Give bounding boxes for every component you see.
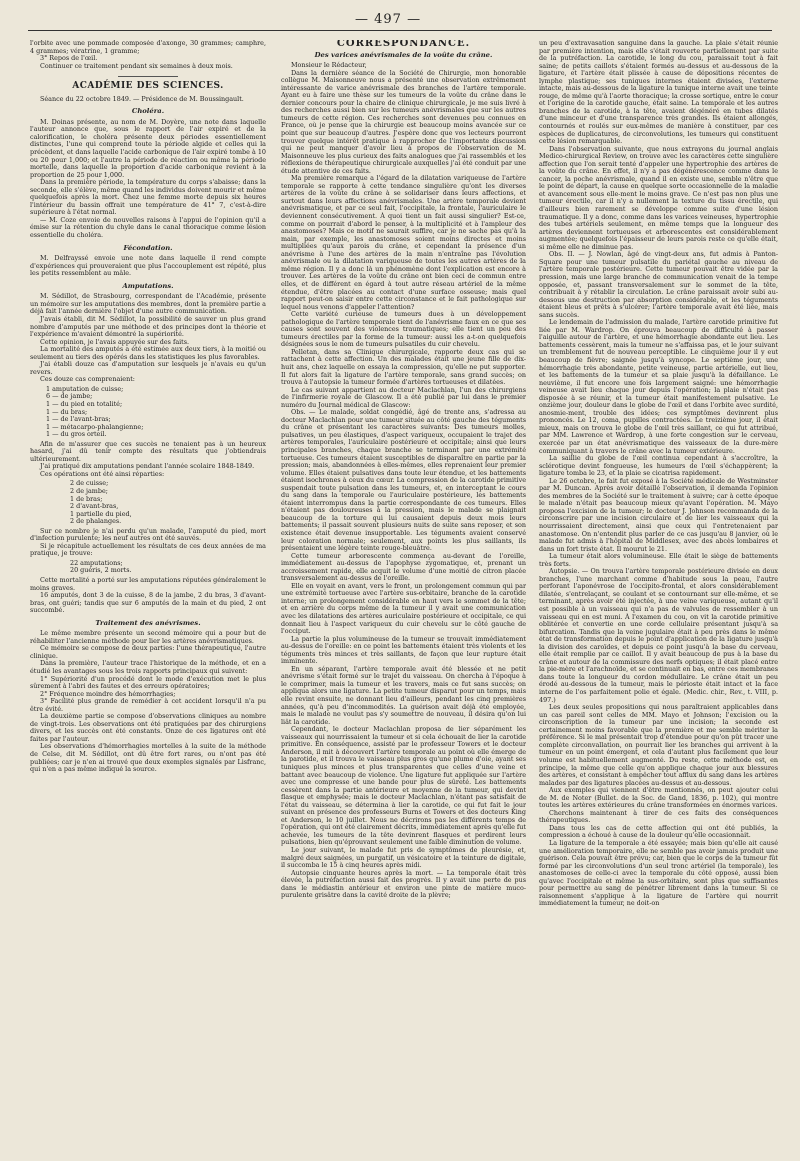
paragraph: Le lendemain de l'admission du malade, l'artère carotide primitive fut liée par M. Wardrop. On éprouva beaucoup de difficulté à passer l'aiguille autour de l'artère, et une hémorrhagie abondante eut lieu. Les battements cessèrent, mais la tumeur ne s'affaissa pas, et le jour suivant un tremblement fut de nouveau perceptible. Le cinquième jour il y eut beaucoup de fièvre; saignée jusqu'à syncope. Le septième jour, une hémorrhagie très abondante, petite veineuse, partie artérielle, eut lieu, et les battements de la tumeur et sa plaie jusqu'à la défaillance. Le neuvième, il fut encore une fois largement saigné: une hémorrhagie veineuse avait lieu chaque jour depuis l'opération; la plaie n'était pas disposée à se réunir, et la tumeur était manifestement pulsative. Le onzième jour, douleur dans le globe de l'œil et dans l'orbite avec surdité, anosmie-ment, trouble des idées; ces symptômes devinrent plus prononcés. Le 12, coma, pupilles contractées. Le treizième jour, il était mieux, mais on trouva le globe de l'œil très saillant, ce qui fut attribué, par MM. Lawrence et Wardrop, à une forte congestion sur le cerveau, exercée par un état anévrismatique des vaisseaux de la dure-mère communiquant à travers le crâne avec la tumeur extérieure. bbox=[539, 318, 778, 455]
list-item: 1 partielle du pied, bbox=[70, 509, 132, 518]
list-item: 6 — de jambe; bbox=[46, 392, 93, 401]
page-number: — 497 — bbox=[355, 12, 422, 27]
paragraph: 2° Fréquence moindre des hémorrhagies; bbox=[40, 689, 176, 698]
paragraph: Obs. II. — J. Nowlan, âgé de vingt-deux ans, fut admis à Panton-Square pour une tumeur pulsatile du pariétal gauche au niveau de l'artère temporale postérieure. Cette tumeur pouvait être vidée par la pression, mais une large branche de communication venait de la tempe opposée, et, passant transversalement sur le sommet de la tête, contribuait à y rétablir la circulation. Le crâne paraissait avoir subi au-dessous une destruction par absorption considérable, et les téguments étaient bleus et prêts à s'ulcérer; l'artère temporale avait été liée, mais sans succès. bbox=[539, 250, 778, 319]
list-item: 2 de cuisse; bbox=[70, 479, 109, 488]
paragraph: Dans la première, l'auteur trace l'historique de la méthode, et en a étudié les avantages sous les trois rapports principaux qui suivent: bbox=[30, 659, 266, 676]
paragraph: — M. Coze envoie de nouvelles raisons à l'appui de l'opinion qu'il a émise sur la rétention du chyle dans le canal thoracique comme lésion essentielle du choléra. bbox=[30, 215, 266, 240]
paragraph: Sur ce nombre je n'ai perdu qu'un malade, l'amputé du pied, mort d'infection purulente; les neuf autres ont été sauvés. bbox=[30, 526, 266, 543]
paragraph: Dans la dernière séance de la Société de Chirurgie, mon honorable collègue M. Maisonneuve nous a présenté une observation extrêmement intéressante de varice anévrismale des branches de l'artère temporale. Ayant eu à faire une thèse sur les tumeurs de la voûte du crâne dans le dernier concours pour la chaire de clinique chirurgicale, je me suis livré à des recherches aussi bien sur les tumeurs anévrismales que sur les autres tumeurs de cette région. Ces recherches sont devenues peu connues en France, où je pense que la chirurgie est beaucoup moins avancée sur ce point que sur beaucoup d'autres. J'espère donc que vos lecteurs pourront trouver quelque intérêt pratique à rapprocher de l'importante discussion qui ne peut manquer d'avoir lieu à propos de l'observation de M. Maisonneuve les plus curieux des faits analogues que j'ai rassemblés et les réflexions de thérapeutique chirurgicale auxquelles j'ai été conduit par une étude attentive de ces faits. bbox=[281, 68, 526, 175]
paragraph: Cette opinion, je l'avais appuyée sur des faits. bbox=[40, 337, 190, 346]
subsection-title-amputations: Amputations. bbox=[122, 281, 174, 290]
list-item: 2 d'avant-bras, bbox=[70, 502, 119, 511]
paragraph: M. Doinas présente, au nom de M. Doyère, une note dans laquelle l'auteur annonce que, sous le rapport de l'air expiré et de la calorification, le choléra présente deux périodes essentiellement distinctes, l'une qui comprend toute la période algide et celles qui la précèdent, et dans laquelle l'acide carbonique de l'air expiré tombe à 10 ou 20 pour 1,000; et l'autre la période de réaction ou même la période mortelle, dans laquelle la proportion d'acide carbonique revient à la proportion de 25 pour 1,000. bbox=[30, 117, 266, 179]
list-item: 20 guéris, 2 morts. bbox=[70, 566, 132, 575]
paragraph: La deuxième partie se compose d'observations cliniques au nombre de vingt-trois. Les observations ont été pratiquées par des chirurgiens divers, et les succès ont été constants. Onze de ces ligatures ont été faites par l'auteur. bbox=[30, 712, 266, 743]
paragraph: La partie la plus volumineuse de la tumeur se trouvait immédiatement au-dessus de l'oreille: en ce point les battements étaient très violents et les téguments très minces et très saillants, de façon que leur rupture était imminente. bbox=[281, 634, 526, 666]
paragraph: Si je récapitule actuellement les résultats de ces deux années de ma pratique, je trouve: bbox=[30, 541, 266, 558]
paragraph: En un séparant, l'artère temporale avait été blessée et ne petit anévrisme s'était formé sur le trajet du vaisseau. On chercha à l'époque à le comprimer, mais la tumeur et les travers, mais ce fut sans succès; on appliqua alors une ligature. La petite tumeur disparut pour un temps, mais elle revint ensuite, ne donnant lieu d'ailleurs, pendant les cinq premières années, qu'à peu d'incommodités. La guérison avait déjà été employée, mais le malade ne voulut pas s'y soumettre de nouveau, il désira qu'on lui liât la carotide. bbox=[281, 664, 526, 726]
list-item: 22 amputations; bbox=[70, 558, 123, 567]
salutation: Monsieur le Rédacteur, bbox=[291, 61, 367, 70]
list-item: 1 — du pied en totalité; bbox=[46, 399, 123, 408]
paragraph: un peu d'extravasation sanguine dans la gauche. La plaie s'était réunie par première intention, mais elle s'était rouverte partiellement par suite de la putréfaction. La carotide, le long du cou, paraissait tout à fait saine; de petits caillots s'étaient formés au-dessus et au-dessous de la ligature, et l'artère était plissée à cause de dépositions récentes de lymphe plastique; ses tuniques internes étaient divisées, l'externe intacte, mais au-dessous de la ligature la tunique interne avait une teinte rouge, de même qu'à l'aorte thoracique; la crosse sortique, entre le cœur et l'origine de la carotide gauche, était saine. La temporale et les autres branches de la carotide, à la tête, avaient dégénéré en tubes dilatés d'une minceur et d'une transparence très grandes. Ils étaient allongés, contournés et roulés sur eux-mêmes de manière à constituer, par ces espèces de duplicatures, de circonvolutions, les tumeurs qui constituent cette lésion remarquable. bbox=[539, 40, 778, 146]
paragraph: Le cas suivant appartient au docteur Maclachlan, l'un des chirurgiens de l'infirmerie royale de Glascow. Il a été publié par lui dans le premier numéro du Journal médical de Glascow: bbox=[281, 385, 526, 409]
paragraph: 3° Repos de l'œil. bbox=[40, 54, 98, 63]
list-item: 1 — du bras; bbox=[46, 407, 88, 416]
paragraph: Cette variété curieuse de tumeurs dues à un développement pathologique de l'artère temporale tient de l'anévrisme faux en ce que ses causes sont souvent des violences traumatiques; elle tient un peu des tumeurs érectiles par la forme de la tumeur: aussi les a-t-on quelquefois désignées sous le nom de tumeurs pulsatiles du cuir chevelu. bbox=[281, 310, 526, 349]
amputation-list-3 bbox=[70, 560, 266, 575]
paragraph: Dans tous les cas de cette affection qui ont été publiés, la compression a échoué à cause de la douleur qu'elle occasionnait. bbox=[539, 823, 778, 840]
paragraph: Ma première remarque a l'égard de la dilatation variqueuse de l'artère temporale se rapporte à cette tendance singulière qu'ont les diverses artères de la voûte du crâne à se solidariser dans leurs affections, et surtout dans leurs affections anévrismales. Une artère temporale devient anévrismatique, et par ce seul fait, l'occipitale, la frontale, l'auriculaire le deviennent consécutivement. À quoi tient un fait aussi singulier? Est-ce, comme on pourrait d'abord le penser, à la multiplicité et à l'ampleur des anastomoses? Mais ce motif ne saurait suffire, car je ne sache pas qu'à la main, par exemple, les anastomoses soient moins directes et moins multipliées qu'aux parois du crâne, et cependant la présence d'un anévrisme à l'une des artères de la main n'entraîne pas l'évolution anévrismale ou la dilatation variqueuse de toutes les autres artères de la même région. Il y a donc là un phénomène dont l'explication est encore à trouver. Les artères de la voûte du crâne ont bien ceci de commun entre elles, et de différent en égard à tout autre réseau artériel de la même étendue, d'être placées au contact d'une surface osseuse; mais quel rapport peut-on saisir entre cette circonstance et le fait pathologique sur lequel nous venons d'appeler l'attention? bbox=[281, 174, 526, 311]
paragraph: J'ai établi douze cas d'amputation sur lesquels je n'avais eu qu'un revers. bbox=[30, 360, 266, 376]
column-middle bbox=[281, 40, 526, 1160]
list-item: 1 amputation de cuisse; bbox=[46, 384, 124, 393]
page-header bbox=[0, 12, 800, 32]
article-subtitle: Des varices anévrismales de la voûte du crâne. bbox=[314, 50, 493, 59]
paragraph: Elle en voyait en avant, vers le front, un prolongement commun qui par une extrémité tortueuse avec l'artère sus-orbitaire, branche de la carotide interne; un prolongement considérable en haut vers le sommet de la tête; et en arrière du corps même de la tumeur il y avait une communication avec les dilatations des artères auriculaire postérieure et occipitale, ce qui donnait lieu à l'aspect variqueux du cuir chevelu sur le côté gauche de l'occiput. bbox=[281, 581, 526, 636]
paragraph: La tumeur était alors volumineuse. Elle était le siège de battements très forts. bbox=[539, 552, 778, 568]
list-item: 1 — métacarpo-phalangienne; bbox=[46, 422, 144, 431]
paragraph: Dans l'observation suivante, que nous extrayons du journal anglais Medico-chirurgical Review, on trouve avec les caractères cette singulière affection que l'on serait tenté d'appeler une hypertrophie des artères de la voûte du crâne. En effet, il n'y a pas dégénérescence comme dans le cancer, la poche anévrismale, quand il en existe une, semble n'être que le point de départ, la cause en quelque sorte occasionnelle de la maladie et avancement sous elle-ment le moins grave. Ce n'est pas non plus une tumeur érectile, car il n'y a nullement la texture du tissu érectile, qui d'ailleurs bien rarement se développe comme suite d'une lésion traumatique. Il y a donc, comme dans les varices veineuses, hypertrophie des tubes artériels seulement, en même temps que la longueur des artères deviennent tortueuses et arborescentes est considérablement augmentée; quelquefois l'épaisseur de leurs parois reste ce qu'elle était, si même elle ne diminue pas. bbox=[539, 144, 778, 251]
paragraph: Le 26 octobre, le fait fut exposé à la Société médicale de Westminster par M. Duncan. Après avoir détaillé l'observation, il demanda l'opinion des membres de la Société sur le traitement à suivre; car à cette époque le malade n'était pas beaucoup mieux qu'avant l'opération. M. Mayo proposa l'excision de la tumeur; le docteur J. Johnson recommanda de la circonscrire par une incision circulaire et de lier les vaisseaux qui la nourrissaient directement, ainsi que ceux qui l'entretenaient par anastomose. On n'entendit plus parler de ce cas jusqu'au 8 janvier, où le malade fut admis à l'hôpital de Middlesex, avec des abcès lombaires et dans un fort triste état. Il mourut le 21. bbox=[539, 476, 778, 553]
paragraph: M. Delfrayssé envoie une note dans laquelle il rend compte d'expériences qui prouveraient que plus l'accouplement est répété, plus les petits ressemblent au mâle. bbox=[30, 254, 266, 278]
amputation-list-2 bbox=[70, 480, 266, 525]
paragraph: Cherchons maintenant à tirer de ces faits des conséquences thérapeutiques. bbox=[539, 808, 778, 825]
paragraph: 3° Facilité plus grande de remédier à cet accident lorsqu'il n'a pu être évité. bbox=[30, 697, 266, 713]
paragraph: Aux exemples qui viennent d'être mentionnés, on peut ajouter celui de M. de Noter (Bullet. de la Soc. de Gand, 1836, p. 102), qui montre toutes les artères extérieures du crâne transformées en énormes varices. bbox=[539, 786, 778, 810]
amputation-list-1 bbox=[46, 386, 266, 439]
seance-line: Séance du 22 octobre 1849. — Présidence de M. Boussingault. bbox=[40, 94, 244, 103]
paragraph: La saillie du globe de l'œil continua cependant à s'accroître, la sclérotique devint fongueuse, les humeurs de l'œil s'échappèrent; la ligature tomba le 23, et la plaie se cicatrisa rapidement. bbox=[539, 454, 778, 478]
list-item: 2 de phalanges. bbox=[70, 517, 122, 526]
paragraph: Pelletan, dans sa Clinique chirurgicale, rapporte deux cas qui se rattachent à cette affection. Un des malades était une jeune fille de dix-huit ans, chez laquelle on essaya la compression, qu'elle ne put supporter. Il fut alors fait la ligature de l'artère temporale, sans grand succès; on trouva à l'autopsie la tumeur formée d'artères tortueuses et dilatées. bbox=[281, 347, 526, 387]
paragraph: J'avais établi, dit M. Sédillot, la possibilité de sauver un plus grand nombre d'amputés par une méthode et des principes dont la théorie et l'expérience m'avaient démontré la supériorité. bbox=[30, 314, 266, 339]
paragraph: Autopsie. — On trouva l'artère temporale postérieure divisée en deux branches, l'une marchant comme d'habitude sous la peau, l'autre perforant l'aponévrose de l'occipito-frontal, et alors considérablement dilatée, s'entrelaçant, se coulant et se contournant sur elle-même, et se terminant, après avoir été injectée, à une veine variqueuse, autant qu'il est possible à un vaisseau qui n'a pas de valvules de ressembler à un vaisseau qui en est muni. À l'examen du cou, on vit la carotide primitive oblitérée et convertie en une corde cellulaire présentant jusqu'à sa bifurcation. Tandis que la veine jugulaire était à peu près dans le même état de transformation depuis le point d'application de la ligature jusqu'à la division des caroïdes, et depuis ce point jusqu'à la base du cerveau, elle était remplie par ce caillot. Il y avait beaucoup de pus à la base du crâne et autour de la commissure des nerfs optiques; il était placé entre la pie-mère et l'arachnoïde, et se continuait en bas, entre ces membranes dans toute la longueur du cordon médullaire. Le crâne était un peu érodé au-dessous de la tumeur, mais le périoste était intact et la face interne de l'os parfaitement polie et égale. (Medic. chir., Rev., t. VIII, p. 497.) bbox=[539, 567, 778, 704]
paragraph: Les observations d'hémorrhagies mortelles à la suite de la méthode de Celse, dit M. Sédillot, ont dû être fort rares, ou n'ont pas été publiées; car je n'en ai trouvé que deux exemples signalés par Lisfranc, qui n'en a pas même indiqué la source. bbox=[30, 742, 266, 774]
paragraph: Le jour suivant, le malade fut pris de symptômes de pleurésie, et, malgré deux saignées, un purgatif, un vésicatoire et la teinture de digitale, il succomba le 15 à cinq heures après midi. bbox=[281, 845, 526, 870]
column-left bbox=[30, 40, 266, 1160]
subsection-title-cholera: Choléra. bbox=[131, 107, 165, 116]
header-rule bbox=[28, 30, 772, 31]
paragraph: Obs. — Le malade, soldat congédié, âgé de trente ans, s'adressa au docteur Maclachlan pour une tumeur située au côté gauche des téguments du crâne et présentant les caractères suivants: Des tumeurs molles, pulsatives, un peu élastiques, d'aspect variqueux, occupaient le trajet des artères temporales, l'auriculaire postérieure et occipitale; ainsi que leurs principales branches, chaque branche se terminant par une extrémité tortueuse. Ces tumeurs étaient susceptibles de disparaître en partie par la pression; mais, abandonnées à elles-mêmes, elles reprenaient leur premier volume. Elles étaient pulsatives dans toute leur étendue, et les battements étaient isochrones à ceux du cœur. La compression de la carotide primitive suspendait toute pulsation dans les tumeurs, et, en interceptant le cours du sang dans la temporale ou l'auriculaire postérieure, les battements étaient interrompus dans la partie correspondante de ces tumeurs. Elles n'étaient pas douloureuses à la pression, mais le malade se plaignait beaucoup de la torture qui lui causaient depuis deux mois leurs battements; il passait souvent plusieurs nuits de suite sans reposer, et son existence était devenue insupportable. Les téguments avaient conservé leur coloration normale; seulement, aux points les plus saillants, ils présentaient une légère teinte rouge-bleuâtre. bbox=[281, 408, 526, 553]
paragraph: Dans la première période, la température du corps s'abaisse; dans la seconde, elle s'élève, même quand les individus doivent mourir et même quelquefois après la mort. Chez une femme morte depuis six heures l'intérieur du bassin offrait une température de 41° 7, c'est-à-dire supérieure à l'état normal. bbox=[30, 178, 266, 217]
paragraph: M. Sédillot, de Strasbourg, correspondant de l'Académie, présente un mémoire sur les amputations des membres, dont la première partie a déjà fait l'année dernière l'objet d'une autre communication. bbox=[30, 292, 266, 316]
paragraph: Les deux seules propositions qui nous paraîtraient applicables dans un cas pareil sont celles de MM. Mayo et Johnson; l'excision ou la circonscription de la tumeur par une incision; la seconde est certainement moins favorable que la première et me semble mériter la préférence. Si le mal présentait trop d'étendue pour qu'on pût tracer une complète circonvallation, on pourrait lier les branches qui arrivent à la tumeur en un point émergent, et cela d'autant plus facilement que leur volume est habituellement augmenté. Du reste, cette méthode est, en principe, la même que celle qu'on applique chaque jour aux blessures des artères, et consistant à empêcher tout afflux du sang dans les artères malades par des ligatures placées au-dessus et au-dessous. bbox=[539, 703, 778, 787]
paragraph: Cependant, le docteur Maclachlan proposa de lier séparément les vaisseaux qui nourrissaient la tumeur et si cela échouait de lier la carotide primitive. En conséquence, assisté par le professeur Towers et le docteur Anderson, il mit à découvert l'artère temporale au point où elle émerge de la parotide, et il trouva le vaisseau plus gros qu'une plume d'oie, ayant ses tuniques plus minces et plus transparentes que celles d'une veine et battant avec beaucoup de violence. Une ligature fut appliquée sur l'artère avec une compresse et une bande pour plus de sûreté. Les battements cessèrent dans la partie antérieure et moyenne de la tumeur, qui devint flasque et emphysée; mais le docteur Maclachlan, n'étant pas satisfait de l'état du vaisseau, se détermina à lier la carotide, ce qui fut fait le jour suivant en présence des professeurs Burns et Towers et des docteurs King et Anderson, le 10 juillet. Nous ne décrirons pas les différents temps de l'opération, qui ont été clairement décrits, immédiatement après qu'elle fut achevée, les tumeurs de la tête devinrent flasques et perdirent leurs pulsations, bien qu'éprouvant seulement une faible diminution de volume. bbox=[281, 725, 526, 847]
paragraph: Ces douze cas comprenaient: bbox=[40, 375, 135, 384]
paragraph: J'ai pratiqué dix amputations pendant l'année scolaire 1848-1849. bbox=[40, 462, 255, 471]
list-item: 1 — de l'avant-bras; bbox=[46, 415, 111, 424]
paragraph: Ce mémoire se compose de deux parties: l'une thérapeutique, l'autre clinique. bbox=[30, 644, 266, 660]
paragraph: La mortalité des amputés a été estimée aux deux tiers, à la moitié ou seulement au tiers des opérés dans les statistiques les plus favorables. bbox=[30, 345, 266, 361]
paragraph: Cette tumeur arborescente commença au-devant de l'oreille, immédiatement au-dessus de l'apophyse zygomatique, et, prenant un accroissement rapide, elle acquit le volume d'une moitié de citron placée transversalement au-dessus de l'oreille. bbox=[281, 551, 526, 583]
paragraph: 16 amputés, dont 3 de la cuisse, 8 de la jambe, 2 du bras, 3 d'avant-bras, ont guéri; tandis que sur 6 amputés de la main et du pied, 2 ont succombé. bbox=[30, 591, 266, 615]
paragraph: 1° Supériorité d'un procédé dont le mode d'exécution met le plus sûrement à l'abri des fautes et des erreurs opératoires; bbox=[30, 674, 266, 691]
column-right bbox=[539, 40, 778, 1160]
paragraph: Continuer ce traitement pendant six semaines à deux mois. bbox=[40, 61, 233, 70]
list-item: 1 — du gros orteil. bbox=[46, 430, 107, 439]
paragraph: Le même membre présente un second mémoire qui a pour but de réhabiliter l'ancienne méthode pour lier les artères anévrismatiques. bbox=[30, 629, 266, 645]
paragraph: La ligature de la temporale a été essayée; mais bien qu'elle ait causé une amélioration temporaire, elle ne semble pas avoir jamais produit une guérison. Cela pouvait être prévu; car, bien que le corps de la tumeur fût formé par les circonvolutions d'un seul tronc artériel (la temporale), les anastomoses de celle-ci avec la temporale du côté opposé, aussi bien qu'avec l'occipitale et même la sus-orbitaire, sont plus que suffisantes pour permettre au sang de pénétrer librement dans la tumeur. Si ce raisonnement s'applique à la ligature de l'artère qui nourrit immédiatement la tumeur, ne doit-on bbox=[539, 838, 778, 908]
list-item: 2 de jambe; bbox=[70, 486, 108, 495]
paragraph: l'orbite avec une pommade composée d'axonge, 30 grammes; camphre, 4 grammes; vératrine, 1 gramme; bbox=[30, 40, 266, 55]
subsection-title-anevrismes: Traitement des anévrismes. bbox=[95, 618, 201, 627]
section-title-academy: ACADÉMIE DES SCIENCES. bbox=[72, 81, 224, 92]
divider bbox=[118, 76, 178, 77]
paragraph: Afin de m'assurer que ces succès ne tenaient pas à un heureux hasard, j'ai dû tenir compte des résultats que j'obtiendrais ultérieurement. bbox=[30, 439, 266, 463]
subsection-title-fecondation: Fécondation. bbox=[123, 243, 173, 252]
paragraph: Cette mortalité a porté sur les amputations réputées généralement le moins graves. bbox=[30, 576, 266, 592]
paragraph: Autopsie cinquante heures après la mort. — La temporale était très élevée, la putréfaction aussi fait des progrès. Il y avait une perte de pus dans le médiastin antérieur et environ une pinte de matière muco-purulente grisâtre dans la cavité droite de la plèvre; bbox=[281, 868, 526, 900]
list-item: 1 de bras; bbox=[70, 494, 103, 503]
paragraph: Ces opérations ont été ainsi réparties: bbox=[40, 469, 165, 478]
section-title-correspondance: CORRESPONDANCE. bbox=[336, 40, 471, 49]
